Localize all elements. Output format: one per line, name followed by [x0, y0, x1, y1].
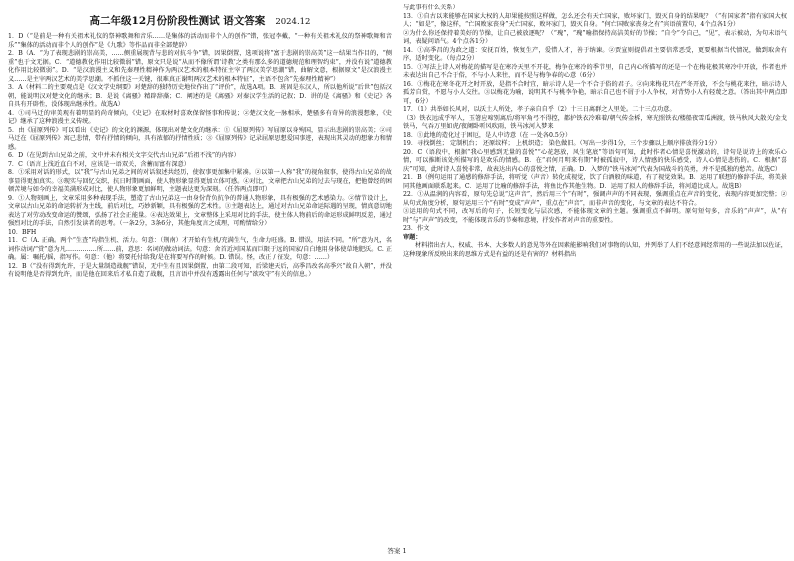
answer-paragraph: ②为什么你还保持着美好的节操，让自己被放逐呢？（“瑰”，“瑰”喻指保持高洁美好的节操；“自令”令自己，“见”，表示被动，为句末语气词，表疑问语气。4个点各1分）	[403, 29, 787, 45]
answer-paragraph: 1．D（“是前是一种有关祖术礼仪的祭神歌舞和音乐……是集体的活动而非个人的创作”错，张冠李戴，“一种有关祖术礼仪的祭神歌舞和音乐”“集体的活动而非个人的创作”是《九歌》等作品而非全部楚辞）	[8, 33, 392, 49]
page-title	[8, 14, 392, 29]
answer-paragraph: （3）铁衣远成乎军人，玉箸应啼别离后/将军角弓不得控，都护铁衣冷难着/朝气传金柝，寒光照铁衣/楼船夜雪瓜洲渡，铁马秋风大散关/金戈铁马，气吞万里如虎/夜阑卧听风吹雨，铁马冰河入梦来	[403, 114, 787, 130]
right-column	[403, 4, 787, 539]
answer-paragraph: 8．①采用对话的形式，以“我”与古山兄弟之间的对话叙述共经历，使叙事更加集中紧凑。②以第一人称“我”的视角叙事，使得古山兄弟的故事显得更加真实。③现实与回忆交织，抗日时期画面，使人物形象显得更加立体可感。④对比，文章把古山兄弟的过去与现在，把他曾经的困顿苦境与如今的幸福美满形成对比，使人物形象更加鲜明，主题表达更为深刻。（任答两点即可）	[8, 169, 392, 193]
title-date: 2024.12	[275, 17, 311, 27]
left-answer-list	[8, 33, 392, 280]
answer-paragraph: 18．①此地的造化过于困厄，是人中诗意（在 一处各0.5分）	[403, 131, 572, 139]
answer-paragraph: 20．C（语段中，根据“我心里感到无量的喜悦”“心花怒放，风生笔底”等语句可知，此时作者心情是喜悦激动的，诗句是说诗上的欢乐心情，可以推断该处所描写的是欢乐的情感。B．在“君何月明来有期”时被孤寂中，诗人情感的快乐感受，诗人心情是悲伤的。C．根据“喜庆”可知，此时诗人喜悦非常，故表达出内心的喜悦之情，正确。D．入梦的“铁马冰河”代表为国战斗的英勇，并不是孤独的愁苦。故选C）	[403, 148, 787, 173]
answer-paragraph: 9．①人物刻画上，文章采用多种表现手法，塑造了古山兄弟这一由身份背负抗争的普通人物形象，具有极强的艺术感染力。②情节设计上，文章以古山兄弟的命运转折为主线，前后对比，巧妙新颖，具有极强的艺术性。③主题表达上，通过对古山兄弟命运际遇的呈现，情真意切地表达了对劳动改变命运的赞颂，弘扬了社会正能量。④表达效果上，文章整体上采用对比的手法，使主体人物前后的命运形成鲜明反差，通过强烈对比的手法，自然引发读者的思考。（一条2分，3条6分，其他角度言之成理，可酌情给分）	[8, 194, 392, 227]
answer-paragraph: 3．A（材料二的主要观点是《汉文学史纲要》对楚辞的独特历史地位作出了“评价”，故选A项。B．班固是东汉人，所以他所说“后世”包括汉朝，能说明汉对楚文化的继承；B．是说《离骚》精辟辞藻；C．阐述的是《离骚》对秦汉学生活的记叙；D．讲的是《离骚》和《史记》各自具有开辟性，没体现出继承性。故选A）	[8, 84, 392, 108]
title-text: 高二年级12月份阶段性测试 语文答案	[89, 15, 266, 27]
answer-paragraph: 4．①司马迁的审美观有着明显的尚奇倾向，《史记》在取材时喜欢保留怪事和传说；②楚汉文化一脉相承，楚骚多有奇异的浪漫想象，《史记》继承了这种浪漫主义传统。	[8, 109, 392, 125]
answer-paragraph: 14．①高季昌的为政之道：安抚百姓，恢复生产，爱惜人才，善于纳谏。②贾宣则提倡君主要信常恶受，更要根据当代情况，做到取舍有序，适时变化。（每点2分）	[403, 46, 787, 62]
page-footer: 答案 1	[387, 547, 407, 555]
answer-paragraph: 6．D（在见到古山兄弟之前，文中并未有相关文字交代古山兄弟“后祖不浅”的内容）	[8, 152, 240, 159]
answer-paragraph: 5．由《屈原列传》可以看出《史记》的文化的渊源，体现出对楚文化的继承：①《屈原列传》写屈原以身殉国，显示出悲剧的崇高美；②司马迁在《屈原列传》寓己悲情，带有抒情的倾向，具有浓郁的抒情性质；③《屈原列传》记录屈原思想爱国事迹，表现出其灵动的想象力和情感。	[8, 126, 392, 151]
left-column	[8, 4, 392, 539]
answer-paragraph: 10．BFH	[8, 228, 37, 236]
answer-paragraph: 12．B（“没有得到允许，于是大量制造战舰”错误，无中生有且因果倒置，由第二段可知，后梁建天后，高季昌改名高季兴“故自入朝”，并没有说明他是否得到允许，而是他在回来后才私自造了战舰，且言语中并没有透露出任何与“欲攻守”有关的信息。）	[8, 262, 392, 278]
answer-paragraph: 17．（1）共举如长风对，以沃土人所处，孝子亲自自乎（2）十三日离群之人里处。二十三点功意。	[403, 106, 676, 113]
answer-paragraph: 11．C（A. 正确。两个“生查”均指生机、活力。句意：（荆南）才开始有生机/充满生气，生命力旺盛。B. 错误，用法不同。“所”意为凡，名词作动词/“赏”意为凡……………所……前，意思：名词的做动词法。句意：舍首近河国某而巨限于远的国家/自白地用身体使草地肥沃。C. 正确。属：嘱托/摇，指写作。句意：（他）将要托付给我/是在将要写作的时候。D. 错误。怪，改正 / 征发，句意：……）	[8, 237, 392, 261]
answer-paragraph: 2．B（A．“为了表现悲剧的崇高美，……侧重展现背与悲的对抗斗争”错，因果倒置，选项说将“富于悲剧的崇高美”这一结果当作目的，“侧重”也于文无据。C．“道德教化作用比较微弱”错，原文只是说“从而不像所谓‘诗教’之类有那么多的道德规范和理智约束”，并没有说“道德教化作用比较微弱”。D．“是汉浪漫主义和先秦理性精神作为两汉艺术的根本特征主宰了两汉美学思潮”错，曲解文意，根据原文“是汉浪漫主义……是主宰两汉艺术的美学思潮。不抓住这一关键，很难真正谢明两汉艺术的根本特征”，主语不包含“先秦理性精神”）	[8, 50, 392, 83]
answer-paragraph: 与此事有什么关系）	[403, 4, 459, 11]
answer-paragraph: 13．①自古以来能够在国家大权的人却果能按照这样做，怎么还会有天亡国家，败坏家门，毁灭自身的结果呢？（“有国家者”指有家国大权人；“如是”，像这样，“亡国败家丧身”天亡国家，败坏家门，毁灭自身。“何亡国败家丧身之有”宾语前置句，4个点各1分）	[403, 12, 787, 28]
answer-paragraph: 23．作文	[403, 225, 430, 232]
answer-paragraph: 22．①从温润的内容看，原句先总说“这声音”，然后用三个“有时”，强调声声的不同表现，强调重点在声音的变化，表现内容更加完整；②从句式角度分析，原句运用三个“有时”变成“声声”，重点在“声音”，而非声音的变化，与文章的表达不符合。	[403, 191, 787, 207]
answer-paragraph: 材料指出古人、权威、书本、大多数人的意见等外在因素能影响我们对事物的认知，并列举了人们不经意间经常用的一些说法加以佐证，这种现象所反映出来的思维方式是有益的还是有害的？材料指出	[403, 242, 787, 258]
right-answer-list	[403, 4, 787, 259]
answer-paragraph: 7．C（语言上浅近直白不对，应该是一语双关，含蓄而富有深意）	[8, 160, 190, 168]
answer-paragraph: 16．①梅花在寒冬花开之时开放，是指不合时宜，暗示诗人是一个不合于俗的君子。②向来梅花只在严冬开放，不会与桃花来往，暗示诗人孤芳自赏，不愿与小人交往。③以梅花为喻，说明其不与桃李争艳，暗示自己也不屑于小人争权，对背势小人有轻蔑之意。（答出其中两点即可，6分）	[403, 80, 787, 105]
answer-paragraph: 审题：	[403, 233, 422, 241]
answer-paragraph: 15．①写法上诗人对梅花的描写是在寒冷天里不开花，梅争在寒冷的季节里，自己内心所描写的还是一个在梅花极其寒冷中开放，作者也并未表达出自己不合于俗，不与小人来往，而不是与梅争春的心意（6分）	[403, 63, 787, 79]
answer-paragraph: ③运用的句式不同，改写后的句子，长短变化与层次感，不能体现文章的主题。强调重点不鲜明。原句短句多，音乐的“声声”，从“有时”与“声声”的改变，不能体现音乐的节奏和意境，抒发作者对声音的重要性。	[403, 208, 787, 224]
answer-paragraph: 19．寻找倒丝； 定制机台； 还原纹样； 上机织造； 染色做旧。（写出一步得1分，三个步骤以上顺序排放得分1分）	[403, 140, 721, 147]
answer-paragraph: 21．B（例句运用了通感的修辞手法，将听觉（声音）转化成视觉，饮了白酒般的味道，有了视觉效果。B．运用了联想的修辞手法，将美景同其他画面联系起来。C．运用了比喻的修辞手法，将鱼比作其他生物。D．运用了拟人的修辞手法，将河道比成人。故选B）	[403, 174, 787, 190]
